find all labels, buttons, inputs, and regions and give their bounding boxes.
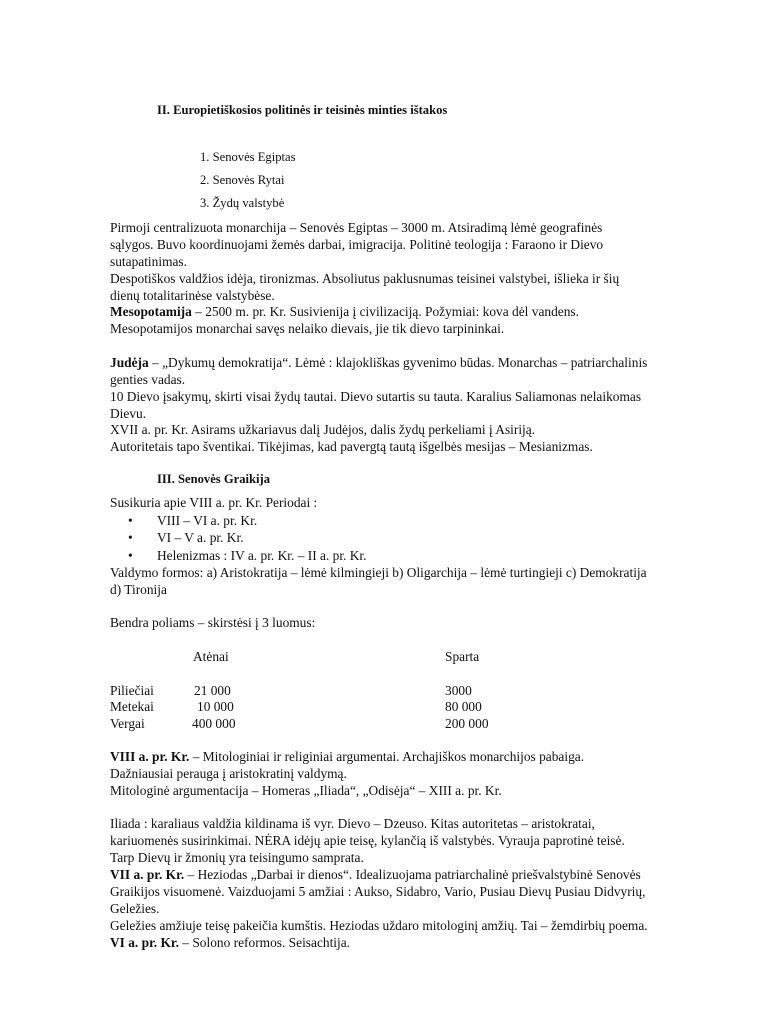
vi-text: – Solono reformos. Seisachtija. (178, 935, 351, 950)
vi-term: VI a. pr. Kr. (110, 935, 179, 950)
table-cell: 400 000 (192, 716, 236, 731)
egypt-line-4: Despotiškos valdžios idėja, tironizmas. Absoliutus paklusnumas teisinei valstybei, išlieka ir šių (110, 271, 620, 286)
table-cell: 3000 (445, 683, 472, 698)
judea-line-5: XVII a. pr. Kr. Asirams užkariavus dalį Judėjos, dalis žydų perkeliami į Asiriją. (110, 422, 536, 437)
viii-line-3: Mitologinė argumentacija – Homeras „Iliada“, „Odisėja“ – XIII a. pr. Kr. (110, 783, 502, 798)
table-row-label: Metekai (110, 699, 154, 714)
judea-line-1 (110, 354, 735, 371)
section-heading-iii: III. Senovės Graikija (157, 472, 271, 486)
viii-line-2: Dažniausiai perauga į aristokratinį valdymą. (110, 766, 347, 781)
egypt-line-2: sąlygos. Buvo koordinuojami žemės darbai, imigracija. Politinė teologija : Faraono ir Dievo (110, 237, 604, 252)
list-item-east: 2. Senovės Rytai (200, 173, 285, 187)
table-header-sparta: Sparta (445, 649, 480, 664)
vii-line-3: Geležies. (110, 901, 160, 916)
bullet-icon: • (128, 513, 133, 528)
vii-line-4: Geležies amžiuje teisę pakeičia kumštis. Heziodas uždaro mitologinį amžių. Tai – žemdirbių poema. (110, 918, 648, 933)
vii-term: VII a. pr. Kr. (110, 867, 185, 882)
judea-line-3: 10 Dievo įsakymų, skirti visai žydų tautai. Dievo sutartis su tauta. Karalius Saliamonas nelaikomas (110, 389, 642, 404)
judea-line-2: genties vadas. (110, 372, 186, 387)
viii-line-1 (110, 748, 735, 765)
period-item: VIII – VI a. pr. Kr. (157, 513, 258, 528)
judea-line-4: Dievu. (110, 406, 147, 421)
bullet-icon: • (128, 548, 133, 563)
judea-term: Judėja (110, 355, 149, 370)
list-item-egypt: 1. Senovės Egiptas (200, 150, 296, 164)
list-item-jewish-state: 3. Žydų valstybė (200, 196, 285, 210)
table-cell: 200 000 (445, 716, 489, 731)
vi-line-1 (110, 934, 735, 951)
table-row-label: Vergai (110, 716, 145, 731)
estates-line: Bendra poliams – skirstėsi į 3 luomus: (110, 615, 316, 630)
mesopotamia-term: Mesopotamija (110, 304, 192, 319)
section-heading-ii: II. Europietiškosios politinės ir teisinės minties ištakos (157, 103, 448, 117)
mesopotamia-line-1 (110, 303, 735, 320)
egypt-line-5: dienų totalitarinėse valstybėse. (110, 288, 275, 303)
table-cell: 21 000 (194, 683, 231, 698)
period-item: VI – V a. pr. Kr. (157, 530, 244, 545)
government-forms-line-2: d) Tironija (110, 582, 167, 597)
table-cell: 80 000 (445, 699, 482, 714)
vii-line-2: Graikijos visuomenė. Vaizduojami 5 amžiai : Aukso, Sidabro, Vario, Pusiau Dievų Pusiau Didvyrių, (110, 884, 646, 899)
greece-intro: Susikuria apie VIII a. pr. Kr. Periodai : (110, 495, 318, 510)
vii-text: – Heziodas „Darbai ir dienos“. Idealizuojama patriarchalinė priešvalstybinė Senovės (184, 867, 641, 882)
government-forms-line-1: Valdymo formos: a) Aristokratija – lėmė kilmingieji b) Oligarchija – lėmė turtingieji c) Demokratija (110, 565, 647, 580)
judea-line-6: Autoritetais tapo šventikai. Tikėjimas, kad pavergtą tautą išgelbės mesijas – Mesianizmas. (110, 439, 593, 454)
iliad-line-3: Tarp Dievų ir žmonių yra teisingumo samprata. (110, 850, 364, 865)
table-header-athens: Atėnai (193, 649, 229, 664)
table-cell: 10 000 (197, 699, 234, 714)
viii-text: – Mitologiniai ir religiniai argumentai. Archajiškos monarchijos pabaiga. (189, 749, 585, 764)
viii-term: VIII a. pr. Kr. (110, 749, 190, 764)
judea-text: – „Dykumų demokratija“. Lėmė : klajokliškas gyvenimo būdas. Monarchas – patriarchalinis (148, 355, 648, 370)
bullet-icon: • (128, 530, 133, 545)
mesopotamia-line-2: Mesopotamijos monarchai savęs nelaiko dievais, jie tik dievo tarpininkai. (110, 321, 505, 336)
iliad-line-1: Iliada : karaliaus valdžia kildinama iš vyr. Dievo – Dzeuso. Kitas autoritetas – aristokratai, (110, 816, 595, 831)
vii-line-1 (110, 866, 735, 883)
period-item: Helenizmas : IV a. pr. Kr. – II a. pr. Kr. (157, 548, 367, 563)
iliad-line-2: kariuomenės susirinkimai. NĖRA idėjų apie teisę, kylančią iš valstybės. Vyrauja paprotinė teisė. (110, 833, 625, 848)
egypt-line-3: sutapatinimas. (110, 254, 187, 269)
egypt-line-1: Pirmoji centralizuota monarchija – Senovės Egiptas – 3000 m. Atsiradimą lėmė geografinės (110, 220, 603, 235)
mesopotamia-text: – 2500 m. pr. Kr. Susivienija į civilizaciją. Požymiai: kova dėl vandens. (191, 304, 579, 319)
table-row-label: Piliečiai (110, 683, 154, 698)
